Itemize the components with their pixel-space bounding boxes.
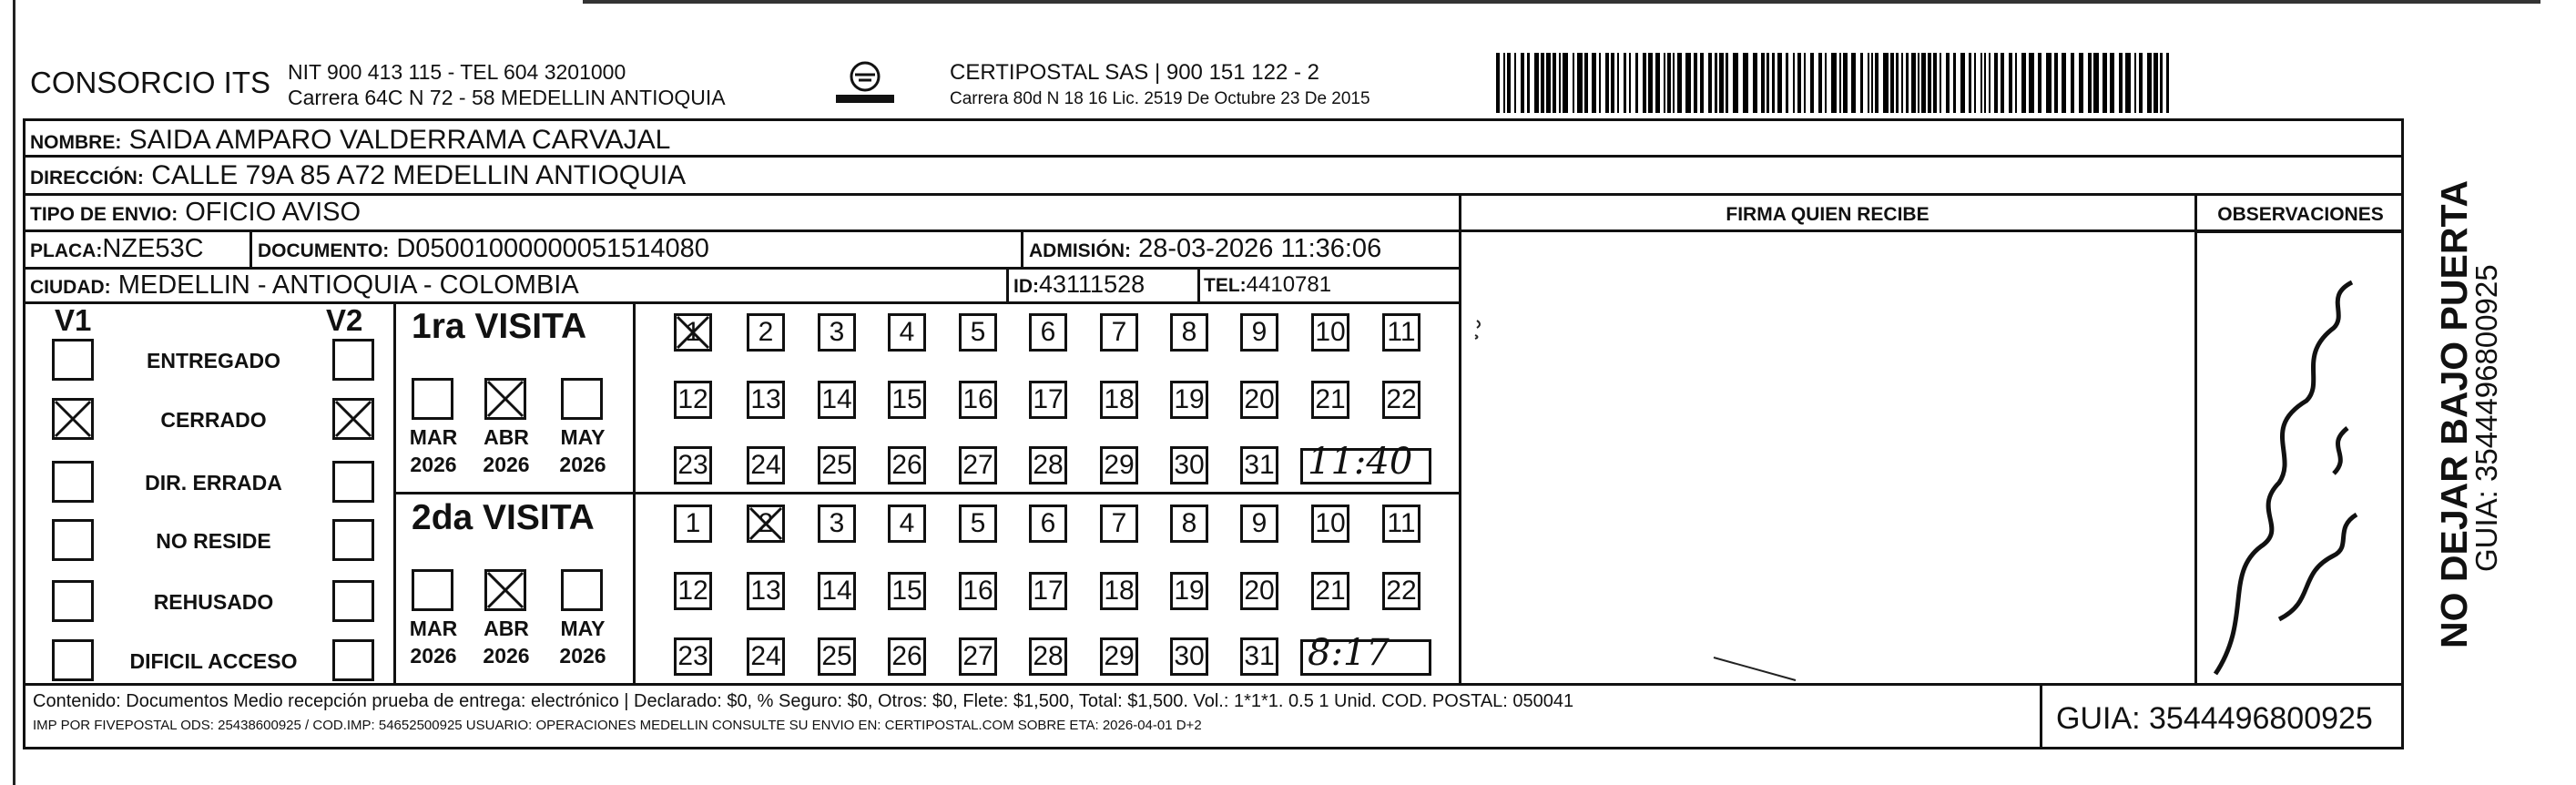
barcode-bar bbox=[1521, 53, 1524, 113]
ciudad-label: CIUDAD: bbox=[30, 277, 111, 298]
row-rule bbox=[23, 267, 1461, 270]
barcode-bar bbox=[2046, 53, 2052, 113]
status-label: DIR. ERRADA bbox=[145, 471, 282, 494]
barcode-bar bbox=[1664, 53, 1665, 113]
admision-row bbox=[1029, 234, 1381, 264]
col-rule bbox=[249, 229, 252, 268]
v1-checkbox[interactable] bbox=[52, 639, 94, 681]
row-rule bbox=[23, 301, 1461, 304]
nombre-value: SAIDA AMPARO VALDERRAMA CARVAJAL bbox=[128, 125, 671, 155]
barcode-bar bbox=[2029, 53, 2034, 113]
v2-checkbox[interactable] bbox=[332, 339, 374, 381]
direccion-row bbox=[30, 160, 686, 191]
barcode-bar bbox=[1643, 53, 1646, 113]
day-checkbox[interactable]: 18 bbox=[1100, 381, 1138, 419]
month-label: ABR bbox=[484, 425, 529, 449]
barcode-bar bbox=[2038, 53, 2041, 113]
barcode-bar bbox=[1599, 53, 1601, 113]
id-row bbox=[1013, 270, 1145, 299]
day-checkbox[interactable]: 31 bbox=[1240, 637, 1278, 676]
top-rule bbox=[583, 0, 2540, 4]
barcode-bar bbox=[1563, 53, 1568, 113]
day-checkbox[interactable]: 1 bbox=[674, 313, 712, 352]
day-checkbox[interactable]: 21 bbox=[1311, 381, 1349, 419]
barcode-bar bbox=[1810, 53, 1814, 113]
month-label: MAY bbox=[560, 617, 606, 640]
barcode-bar bbox=[1611, 53, 1614, 113]
year-label: 2026 bbox=[483, 644, 530, 668]
day-checkbox[interactable]: 3 bbox=[818, 505, 856, 543]
barcode-bar bbox=[1777, 53, 1782, 113]
barcode-bar bbox=[1786, 53, 1788, 113]
day-checkbox[interactable]: 19 bbox=[1170, 572, 1208, 610]
observaciones-header: OBSERVACIONES bbox=[2217, 204, 2384, 225]
col-rule bbox=[1021, 229, 1023, 268]
day-checkbox[interactable]: 29 bbox=[1100, 637, 1138, 676]
tipo-label: TIPO DE ENVIO: bbox=[30, 204, 178, 225]
ciudad-row bbox=[30, 270, 579, 301]
barcode-bar bbox=[1629, 53, 1631, 113]
barcode-bar bbox=[1940, 53, 1941, 113]
admision-value: 28-03-2026 11:36:06 bbox=[1138, 234, 1382, 263]
barcode-bar bbox=[1896, 53, 1899, 113]
barcode-bar bbox=[1605, 53, 1609, 113]
tipo-row bbox=[30, 198, 361, 228]
month-label: MAR bbox=[409, 425, 458, 449]
barcode-bar bbox=[1726, 53, 1728, 113]
visit-time: 11:40 bbox=[1308, 441, 1413, 483]
day-checkbox[interactable]: 10 bbox=[1311, 505, 1349, 543]
col-rule bbox=[2040, 683, 2042, 749]
barcode-bar bbox=[1767, 53, 1769, 113]
day-checkbox[interactable]: 24 bbox=[747, 446, 785, 484]
day-checkbox[interactable]: 8 bbox=[1170, 313, 1208, 352]
barcode-bar bbox=[1933, 53, 1937, 113]
day-checkbox[interactable]: 30 bbox=[1170, 446, 1208, 484]
day-checkbox[interactable]: 15 bbox=[888, 572, 926, 610]
barcode-bar bbox=[1514, 53, 1516, 113]
v1-checkbox[interactable] bbox=[52, 580, 94, 622]
barcode-bar bbox=[1700, 53, 1704, 113]
barcode-bar bbox=[1507, 53, 1511, 113]
v1-checkbox[interactable] bbox=[52, 339, 94, 381]
barcode-bar bbox=[2139, 53, 2143, 113]
barcode-bar bbox=[2147, 53, 2152, 113]
month-label: MAR bbox=[409, 617, 458, 640]
barcode-bar bbox=[1883, 53, 1889, 113]
day-checkbox[interactable]: 18 bbox=[1100, 572, 1138, 610]
documento-value: D05001000000051514080 bbox=[396, 234, 709, 263]
side-guia: GUIA: 3544496800925 bbox=[2469, 264, 2503, 572]
visit-time: 8:17 bbox=[1308, 632, 1390, 674]
v1-header: V1 bbox=[55, 303, 92, 337]
day-checkbox[interactable]: 17 bbox=[1029, 381, 1067, 419]
status-label: ENTREGADO bbox=[147, 349, 280, 372]
day-checkbox[interactable]: 30 bbox=[1170, 637, 1208, 676]
ciudad-value: MEDELLIN - ANTIOQUIA - COLOMBIA bbox=[117, 270, 579, 300]
day-checkbox[interactable]: 3 bbox=[818, 313, 856, 352]
day-checkbox[interactable]: 28 bbox=[1029, 446, 1067, 484]
day-checkbox[interactable]: 17 bbox=[1029, 572, 1067, 610]
day-checkbox[interactable]: 29 bbox=[1100, 446, 1138, 484]
barcode-bar bbox=[1875, 53, 1879, 113]
day-checkbox[interactable]: 4 bbox=[888, 505, 926, 543]
barcode-bar bbox=[1831, 53, 1837, 113]
barcode-bar bbox=[2125, 53, 2131, 113]
day-checkbox[interactable]: 14 bbox=[818, 572, 856, 610]
day-checkbox[interactable]: 20 bbox=[1240, 572, 1278, 610]
barcode-bar bbox=[1868, 53, 1869, 113]
day-checkbox[interactable]: 14 bbox=[818, 381, 856, 419]
barcode-bar bbox=[2079, 53, 2083, 113]
barcode-bar bbox=[1890, 53, 1894, 113]
day-checkbox[interactable]: 2 bbox=[747, 505, 785, 543]
barcode-bar bbox=[2134, 53, 2136, 113]
placa-value: NZE53C bbox=[102, 234, 204, 263]
day-checkbox[interactable]: 20 bbox=[1240, 381, 1278, 419]
barcode-bar bbox=[2054, 53, 2058, 113]
barcode-bar bbox=[1685, 53, 1691, 113]
barcode-bar bbox=[1804, 53, 1806, 113]
v2-checkbox[interactable] bbox=[332, 398, 374, 440]
no-dejar-bajo-puerta: NO DEJAR BAJO PUERTA bbox=[2433, 179, 2475, 648]
v1-checkbox[interactable] bbox=[52, 398, 94, 440]
barcode-bar bbox=[2015, 53, 2017, 113]
barcode-bar bbox=[1667, 53, 1671, 113]
barcode-bar bbox=[1577, 53, 1583, 113]
admision-label: ADMISIÓN: bbox=[1029, 240, 1131, 261]
month-checkbox[interactable] bbox=[561, 378, 603, 420]
day-checkbox[interactable]: 2 bbox=[747, 313, 785, 352]
barcode-bar bbox=[2119, 53, 2123, 113]
day-checkbox[interactable]: 13 bbox=[747, 381, 785, 419]
barcode-bar bbox=[1534, 53, 1539, 113]
barcode-bar bbox=[1918, 53, 1919, 113]
barcode-bar bbox=[1980, 53, 1982, 113]
firma-header: FIRMA QUIEN RECIBE bbox=[1726, 204, 1929, 225]
barcode-bar bbox=[1761, 53, 1765, 113]
barcode-bar bbox=[1708, 53, 1712, 113]
day-checkbox[interactable]: 10 bbox=[1311, 313, 1349, 352]
barcode-bar bbox=[2166, 53, 2169, 113]
row-rule bbox=[395, 492, 1461, 494]
company-nit: NIT 900 413 115 - TEL 604 3201000 bbox=[288, 60, 626, 84]
col-rule bbox=[633, 301, 636, 684]
day-checkbox[interactable]: 5 bbox=[959, 313, 997, 352]
barcode-bar bbox=[1843, 53, 1848, 113]
v2-checkbox[interactable] bbox=[332, 639, 374, 681]
day-checkbox[interactable]: 23 bbox=[674, 637, 712, 676]
barcode-bar bbox=[1655, 53, 1660, 113]
barcode-bar bbox=[1960, 53, 1965, 113]
month-checkbox[interactable] bbox=[412, 569, 453, 611]
day-checkbox[interactable]: 22 bbox=[1382, 381, 1420, 419]
barcode-bar bbox=[1694, 53, 1697, 113]
company-name: CONSORCIO ITS bbox=[30, 66, 271, 99]
day-checkbox[interactable]: 13 bbox=[747, 572, 785, 610]
v2-checkbox[interactable] bbox=[332, 519, 374, 561]
day-checkbox[interactable]: 9 bbox=[1240, 505, 1278, 543]
footer-guia: GUIA: 3544496800925 bbox=[2056, 701, 2373, 736]
month-label: MAY bbox=[560, 425, 606, 449]
id-value: 43111528 bbox=[1039, 270, 1145, 298]
barcode-bar bbox=[1617, 53, 1619, 113]
partner-name: CERTIPOSTAL SAS | 900 151 122 - 2 bbox=[950, 60, 1319, 85]
col-rule bbox=[1197, 267, 1200, 301]
footer-contenido: Contenido: Documentos Medio recepción prueba de entrega: electrónico | Declarado: $0, % Seguro: $0, Otros: $0, Flete: $1,500, Total: $1,500. Vol.: 1*1*1. 0.5 1 Unid. COD. POSTAL: 050041 bbox=[33, 691, 1574, 711]
barcode-bar bbox=[2153, 53, 2158, 113]
barcode-bar bbox=[1818, 53, 1822, 113]
month-label: ABR bbox=[484, 617, 529, 640]
barcode-bar bbox=[2009, 53, 2012, 113]
barcode-bar bbox=[2110, 53, 2114, 113]
tel-row bbox=[1204, 272, 1331, 298]
day-checkbox[interactable]: 1 bbox=[674, 505, 712, 543]
barcode-bar bbox=[1624, 53, 1626, 113]
month-checkbox[interactable] bbox=[412, 378, 453, 420]
barcode-bar bbox=[1743, 53, 1748, 113]
barcode bbox=[1496, 53, 2179, 113]
visit-title: 2da VISITA bbox=[412, 498, 595, 537]
barcode-bar bbox=[1677, 53, 1682, 113]
barcode-bar bbox=[1573, 53, 1574, 113]
barcode-bar bbox=[1851, 53, 1856, 113]
day-checkbox[interactable]: 26 bbox=[888, 637, 926, 676]
day-checkbox[interactable]: 25 bbox=[818, 637, 856, 676]
barcode-bar bbox=[2071, 53, 2074, 113]
col-rule bbox=[393, 301, 396, 684]
day-checkbox[interactable]: 6 bbox=[1029, 313, 1067, 352]
day-checkbox[interactable]: 24 bbox=[747, 637, 785, 676]
barcode-bar bbox=[1989, 53, 1991, 113]
day-checkbox[interactable]: 16 bbox=[959, 572, 997, 610]
barcode-bar bbox=[1906, 53, 1909, 113]
barcode-bar bbox=[1994, 53, 1998, 113]
day-checkbox[interactable]: 27 bbox=[959, 637, 997, 676]
day-checkbox[interactable]: 5 bbox=[959, 505, 997, 543]
barcode-bar bbox=[2093, 53, 2099, 113]
barcode-bar bbox=[1648, 53, 1653, 113]
status-label: REHUSADO bbox=[153, 590, 274, 614]
status-label: NO RESIDE bbox=[156, 529, 271, 553]
direccion-label: DIRECCIÓN: bbox=[30, 168, 144, 189]
year-label: 2026 bbox=[559, 453, 606, 476]
day-checkbox[interactable]: 22 bbox=[1382, 572, 1420, 610]
v2-checkbox[interactable] bbox=[332, 580, 374, 622]
tel-value: 4410781 bbox=[1246, 272, 1332, 297]
col-rule bbox=[1006, 267, 1009, 301]
barcode-bar bbox=[1733, 53, 1738, 113]
barcode-bar bbox=[1635, 53, 1638, 113]
day-checkbox[interactable]: 12 bbox=[674, 572, 712, 610]
barcode-bar bbox=[1559, 53, 1561, 113]
v2-header: V2 bbox=[326, 303, 363, 337]
partner-address: Carrera 80d N 18 16 Lic. 2519 De Octubre 23 De 2015 bbox=[950, 89, 1370, 108]
barcode-bar bbox=[2103, 53, 2107, 113]
barcode-bar bbox=[1772, 53, 1775, 113]
barcode-bar bbox=[1928, 53, 1931, 113]
day-checkbox[interactable]: 16 bbox=[959, 381, 997, 419]
barcode-bar bbox=[1715, 53, 1717, 113]
barcode-bar bbox=[1839, 53, 1841, 113]
day-checkbox[interactable]: 31 bbox=[1240, 446, 1278, 484]
row-rule bbox=[23, 193, 2404, 196]
day-checkbox[interactable]: 7 bbox=[1100, 313, 1138, 352]
barcode-bar bbox=[1553, 53, 1556, 113]
day-checkbox[interactable]: 28 bbox=[1029, 637, 1067, 676]
barcode-bar bbox=[1673, 53, 1675, 113]
observaciones-handwriting bbox=[2197, 273, 2404, 683]
tel-label: TEL: bbox=[1204, 275, 1247, 296]
placa-label: PLACA: bbox=[30, 240, 103, 261]
barcode-bar bbox=[1860, 53, 1863, 113]
barcode-bar bbox=[2001, 53, 2004, 113]
barcode-bar bbox=[2088, 53, 2092, 113]
day-checkbox[interactable]: 19 bbox=[1170, 381, 1208, 419]
documento-row bbox=[258, 234, 709, 264]
footer-imp: IMP POR FIVEPOSTAL ODS: 25438600925 / COD.IMP: 54652500925 USUARIO: OPERACIONES MEDELLIN CONSULTE SU ENVIO EN: CERTIPOSTAL.COM SOBRE ETA: 2026-04-01 D+2 bbox=[33, 718, 1202, 733]
year-label: 2026 bbox=[483, 453, 530, 476]
placa-row bbox=[30, 234, 204, 264]
barcode-bar bbox=[1871, 53, 1873, 113]
barcode-bar bbox=[1921, 53, 1926, 113]
day-checkbox[interactable]: 11 bbox=[1382, 313, 1420, 352]
year-label: 2026 bbox=[410, 453, 457, 476]
day-checkbox[interactable]: 9 bbox=[1240, 313, 1278, 352]
visit-title: 1ra VISITA bbox=[412, 307, 587, 346]
day-checkbox[interactable]: 27 bbox=[959, 446, 997, 484]
day-checkbox[interactable]: 4 bbox=[888, 313, 926, 352]
barcode-bar bbox=[1592, 53, 1596, 113]
tipo-value: OFICIO AVISO bbox=[185, 198, 361, 227]
documento-label: DOCUMENTO: bbox=[258, 240, 390, 261]
barcode-bar bbox=[1969, 53, 1971, 113]
barcode-bar bbox=[1974, 53, 1976, 113]
barcode-bar bbox=[1901, 53, 1903, 113]
month-checkbox[interactable] bbox=[561, 569, 603, 611]
day-checkbox[interactable]: 25 bbox=[818, 446, 856, 484]
month-checkbox[interactable] bbox=[484, 378, 526, 420]
v1-checkbox[interactable] bbox=[52, 461, 94, 503]
barcode-bar bbox=[1546, 53, 1551, 113]
barcode-bar bbox=[1946, 53, 1950, 113]
day-checkbox[interactable]: 8 bbox=[1170, 505, 1208, 543]
day-checkbox[interactable]: 11 bbox=[1382, 505, 1420, 543]
barcode-bar bbox=[2062, 53, 2066, 113]
v2-checkbox[interactable] bbox=[332, 461, 374, 503]
day-checkbox[interactable]: 26 bbox=[888, 446, 926, 484]
left-rule bbox=[13, 0, 15, 785]
status-label: DIFICIL ACCESO bbox=[129, 649, 298, 673]
barcode-bar bbox=[1719, 53, 1724, 113]
day-checkbox[interactable]: 12 bbox=[674, 381, 712, 419]
status-label: CERRADO bbox=[160, 408, 267, 432]
barcode-bar bbox=[1541, 53, 1544, 113]
barcode-bar bbox=[1503, 53, 1505, 113]
day-checkbox[interactable]: 7 bbox=[1100, 505, 1138, 543]
id-label: ID: bbox=[1013, 276, 1039, 297]
month-checkbox[interactable] bbox=[484, 569, 526, 611]
day-checkbox[interactable]: 6 bbox=[1029, 505, 1067, 543]
barcode-bar bbox=[1793, 53, 1795, 113]
barcode-bar bbox=[1797, 53, 1801, 113]
nombre-row bbox=[30, 125, 670, 156]
day-checkbox[interactable]: 23 bbox=[674, 446, 712, 484]
barcode-bar bbox=[1953, 53, 1956, 113]
row-rule bbox=[23, 683, 2404, 686]
day-checkbox[interactable]: 21 bbox=[1311, 572, 1349, 610]
barcode-bar bbox=[2021, 53, 2026, 113]
barcode-bar bbox=[2160, 53, 2163, 113]
v1-checkbox[interactable] bbox=[52, 519, 94, 561]
year-label: 2026 bbox=[410, 644, 457, 668]
certipostal-logo bbox=[833, 58, 897, 109]
signature-area bbox=[1459, 229, 2196, 683]
barcode-bar bbox=[1825, 53, 1827, 113]
day-checkbox[interactable]: 15 bbox=[888, 381, 926, 419]
barcode-bar bbox=[1911, 53, 1916, 113]
nombre-label: NOMBRE: bbox=[30, 132, 122, 153]
barcode-bar bbox=[1496, 53, 1500, 113]
barcode-bar bbox=[1753, 53, 1757, 113]
direccion-value: CALLE 79A 85 A72 MEDELLIN ANTIOQUIA bbox=[151, 160, 687, 190]
row-rule bbox=[2196, 230, 2404, 233]
year-label: 2026 bbox=[559, 644, 606, 668]
barcode-bar bbox=[1584, 53, 1588, 113]
barcode-bar bbox=[1984, 53, 1986, 113]
company-address: Carrera 64C N 72 - 58 MEDELLIN ANTIOQUIA bbox=[288, 86, 726, 109]
barcode-bar bbox=[1527, 53, 1530, 113]
